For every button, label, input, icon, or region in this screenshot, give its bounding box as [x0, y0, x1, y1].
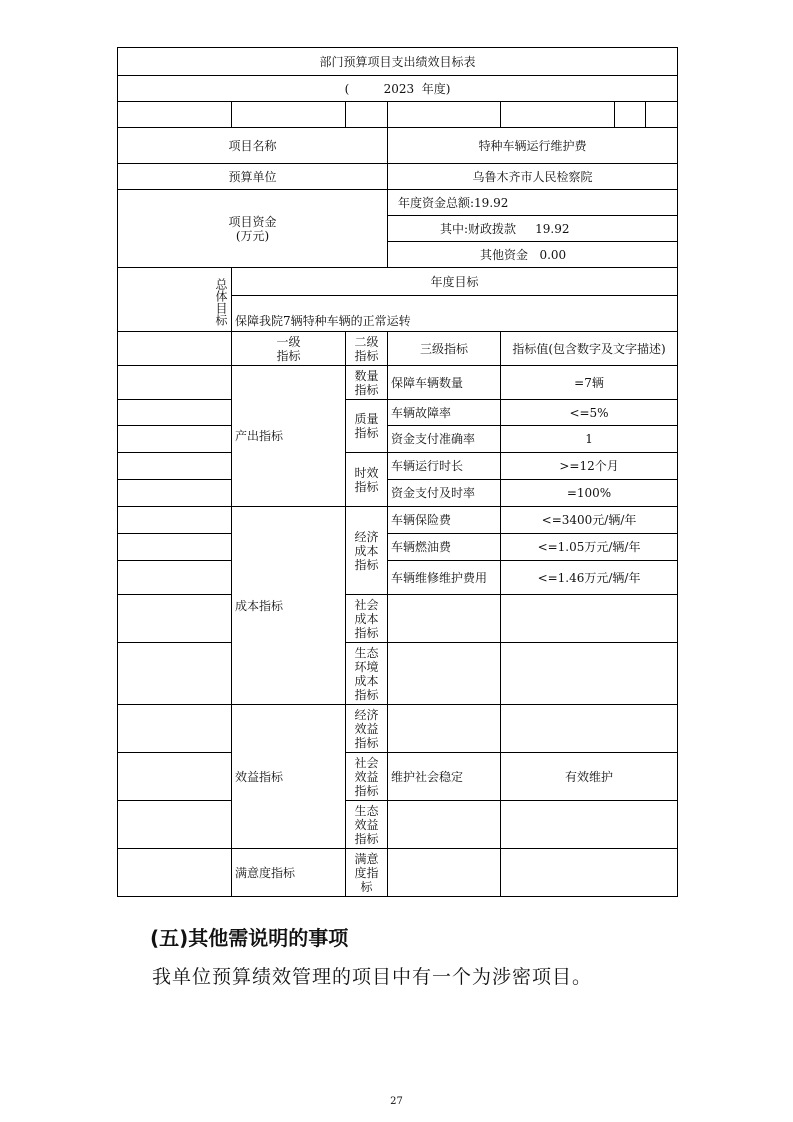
l3-value: >=12个月 [501, 453, 678, 480]
funds-fiscal: 其中:财政拨款 19.92 [388, 216, 678, 242]
blank-cell [346, 102, 388, 128]
l3-value: <=5% [501, 400, 678, 426]
l2-eco-cost: 生态环境成本指标 [346, 643, 388, 705]
funds-other: 其他资金 0.00 [388, 242, 678, 268]
l2-econ-benefit: 经济效益指标 [346, 705, 388, 753]
blank-cell [388, 849, 501, 897]
performance-target-table [117, 47, 678, 897]
budget-unit-value: 乌鲁木齐市人民检察院 [388, 164, 678, 190]
blank-cell [118, 102, 232, 128]
l2-social-cost: 社会成本指标 [346, 595, 388, 643]
l2-quantity: 数量指标 [346, 366, 388, 400]
blank-cell [501, 705, 678, 753]
table-title: 部门预算项目支出绩效目标表 [118, 48, 678, 76]
annual-goal-value: 保障我院7辆特种车辆的正常运转 [232, 296, 678, 332]
output-indicator-label: 产出指标 [232, 366, 346, 507]
blank-cell [118, 534, 232, 561]
blank-cell [501, 801, 678, 849]
blank-cell [646, 102, 678, 128]
blank-cell [501, 595, 678, 643]
blank-cell [501, 643, 678, 705]
blank-cell [388, 801, 501, 849]
section-title: (五)其他需说明的事项 [150, 926, 349, 950]
blank-cell [118, 426, 232, 453]
l3-value: 有效维护 [501, 753, 678, 801]
l3-name: 维护社会稳定 [388, 753, 501, 801]
l3-name: 车辆燃油费 [388, 534, 501, 561]
section-body: 我单位预算绩效管理的项目中有一个为涉密项目。 [152, 966, 593, 988]
blank-cell [118, 366, 232, 400]
blank-cell [232, 102, 346, 128]
header-level3: 三级指标 [388, 332, 501, 366]
blank-cell [118, 643, 232, 705]
l3-name: 车辆保险费 [388, 507, 501, 534]
l3-name: 车辆运行时长 [388, 453, 501, 480]
blank-cell [118, 849, 232, 897]
blank-cell [615, 102, 646, 128]
blank-cell [118, 801, 232, 849]
blank-cell [388, 102, 501, 128]
blank-cell [388, 705, 501, 753]
blank-cell [118, 332, 232, 366]
l3-name: 车辆故障率 [388, 400, 501, 426]
l3-name: 资金支付及时率 [388, 480, 501, 507]
blank-cell [118, 507, 232, 534]
l3-value: <=1.46万元/辆/年 [501, 561, 678, 595]
l2-social-benefit: 社会效益指标 [346, 753, 388, 801]
blank-cell [388, 643, 501, 705]
funds-total: 年度资金总额:19.92 [388, 190, 678, 216]
l3-name: 资金支付准确率 [388, 426, 501, 453]
blank-cell [388, 595, 501, 643]
blank-cell [501, 102, 615, 128]
blank-cell [118, 753, 232, 801]
blank-cell [118, 705, 232, 753]
l3-name: 车辆维修维护费用 [388, 561, 501, 595]
blank-cell [501, 849, 678, 897]
l2-econ-cost: 经济成本指标 [346, 507, 388, 595]
blank-cell [118, 480, 232, 507]
year-line: ( 2023 年度) [118, 76, 678, 102]
project-name-label: 项目名称 [118, 128, 388, 164]
blank-cell [118, 400, 232, 426]
budget-unit-label: 预算单位 [118, 164, 388, 190]
l2-eco-benefit: 生态效益指标 [346, 801, 388, 849]
l2-time: 时效指标 [346, 453, 388, 507]
page-number: 27 [390, 1096, 403, 1107]
l3-name: 保障车辆数量 [388, 366, 501, 400]
l3-value: <=3400元/辆/年 [501, 507, 678, 534]
header-level1: 一级 指标 [232, 332, 346, 366]
blank-cell [118, 561, 232, 595]
cost-indicator-label: 成本指标 [232, 507, 346, 705]
project-funds-label: 项目资金 (万元) [118, 190, 388, 268]
l3-value: 1 [501, 426, 678, 453]
l3-value: =100% [501, 480, 678, 507]
blank-cell [118, 595, 232, 643]
blank-cell [118, 453, 232, 480]
l3-value: =7辆 [501, 366, 678, 400]
header-level2: 二级 指标 [346, 332, 388, 366]
benefit-indicator-label: 效益指标 [232, 705, 346, 849]
satisfaction-indicator-label: 满意度指标 [232, 849, 346, 897]
annual-goal-label: 年度目标 [232, 268, 678, 296]
header-value: 指标值(包含数字及文字描述) [501, 332, 678, 366]
l2-satisfaction: 满意度指标 [346, 849, 388, 897]
l2-quality: 质量指标 [346, 400, 388, 453]
overall-goal-label: 总体目标 [118, 268, 232, 332]
project-name-value: 特种车辆运行维护费 [388, 128, 678, 164]
l3-value: <=1.05万元/辆/年 [501, 534, 678, 561]
